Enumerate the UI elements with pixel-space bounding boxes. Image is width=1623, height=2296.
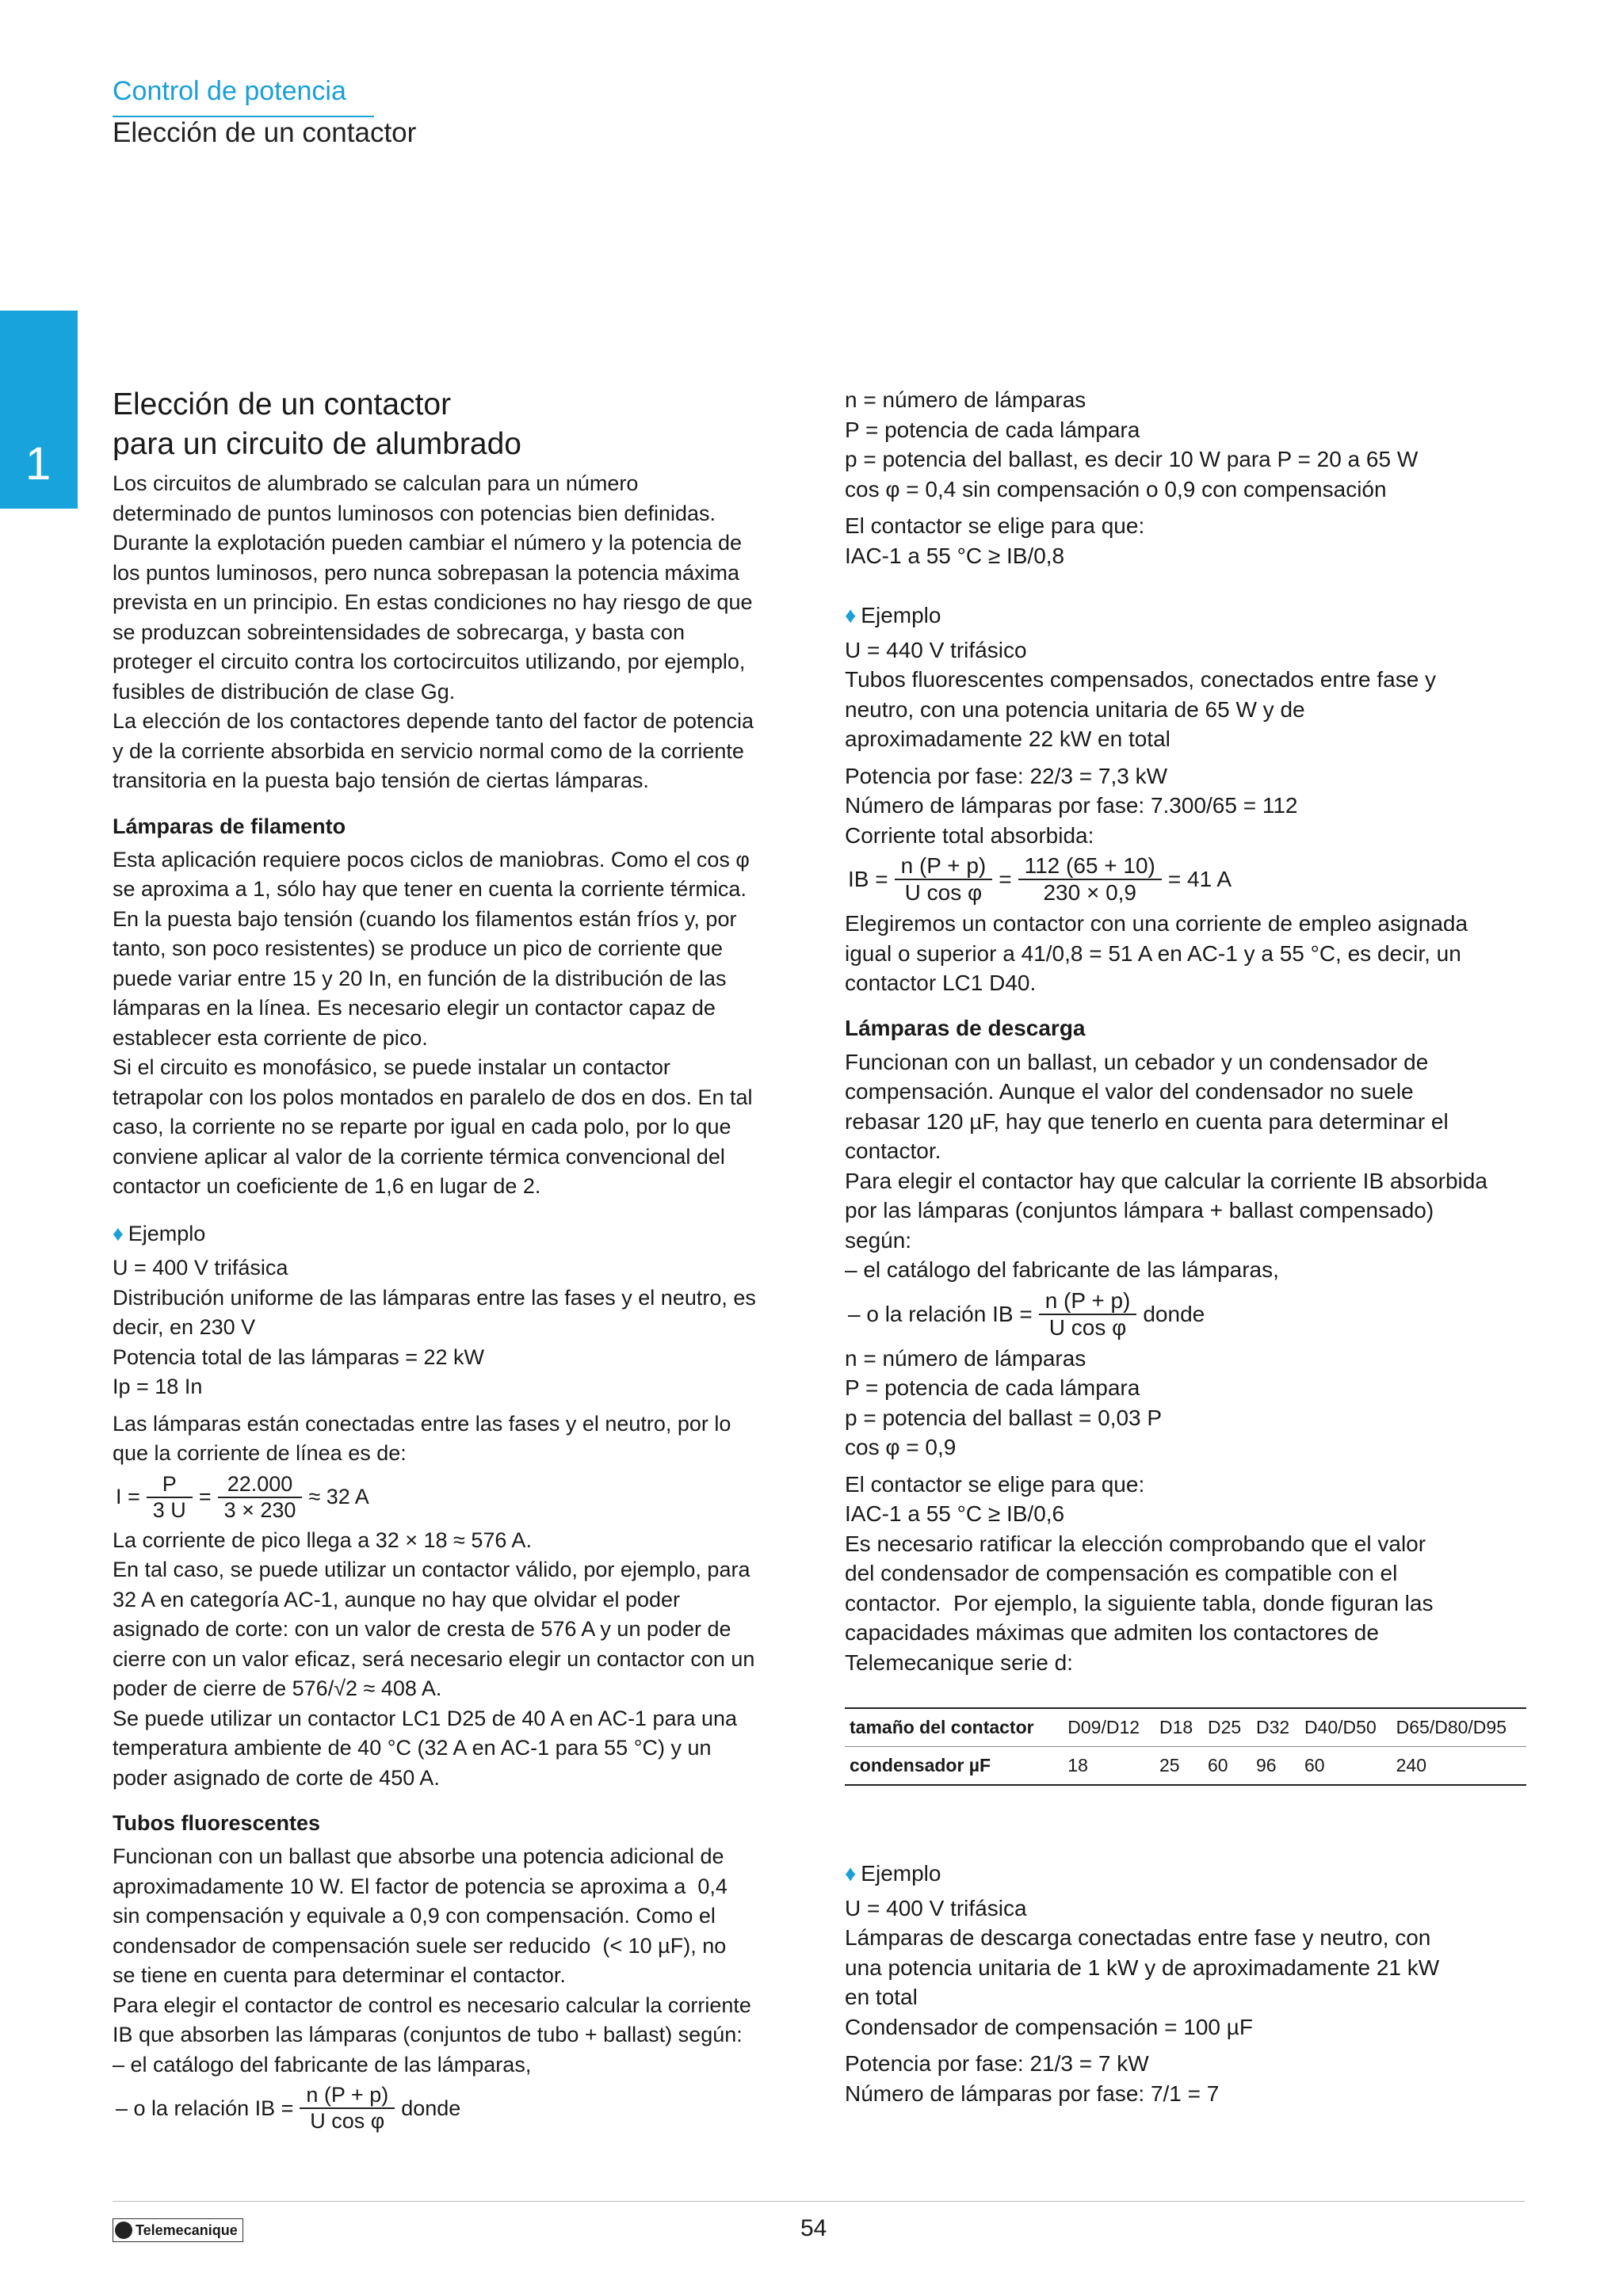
table-cell: D09/D12 [1063,1708,1155,1747]
table-row-label: condensador µF [845,1747,1063,1786]
example-3-data: U = 400 V trifásica Lámparas de descarga conectadas entre fase y neutro, con una potencia unitaria de 1 kW y de aproximadamente 21 kW en total Condensador de compensación = 100 µF [845,1895,1440,2039]
example-label: Ejemplo [861,603,941,627]
fraction-ib-values [1018,853,1162,906]
choice-rule-1: El contactor se elige para que: IAC-1 a 55 °C ≥ IB/0,8 [845,513,1145,568]
table-row-label: tamaño del contactor [845,1708,1063,1747]
table-row [845,1708,1526,1747]
tubes-heading: Tubos fluorescentes [113,1811,321,1835]
formula-line-ib-discharge [845,1288,1534,1341]
equals-sign: = [999,867,1012,891]
table-cell: D65/D80/D95 [1392,1708,1526,1747]
table-cell: 96 [1251,1747,1300,1786]
footer-rule [113,2201,1525,2202]
formula-line-ib-tubes [113,2083,794,2134]
fraction-ib [300,2083,395,2134]
table-cell: 240 [1392,1747,1526,1786]
example-1-data: U = 400 V trifásica Distribución uniforme de las lámparas entre las fases y el neutro, es decir, en 230 V Potencia total de las lámparas = 22 kW Ip = 18 In [113,1256,756,1398]
chapter-tab [0,311,78,509]
fraction-22000 [218,1472,303,1523]
logo-mark-icon [115,2222,132,2239]
formula-tail: donde [1143,1301,1205,1326]
tubes-paragraph: Funcionan con un ballast que absorbe una potencia adicional de aproximadamente 10 W. El factor de potencia se aproxima a 0,4 sin compensación y equivale a 0,9 con compensación. Como el condensador de compensación suele ser reducido (< 10 µF), no se tiene en cuenta para determinar el contactor. Para elegir el contactor de control es necesario calcular la corriente IB que absorben las lámparas (conjuntos de tubo + ballast) según: – el catálogo del fabricante de las lámparas, [113,1844,751,2077]
example-label: Ejemplo [128,1221,206,1245]
equals-sign: = [198,1485,212,1508]
formula-lhs: I = [116,1485,140,1508]
table-cell: 18 [1063,1747,1155,1786]
section-title: Control de potencia [113,76,346,106]
denominator: 230 × 0,9 [1043,880,1137,905]
fraction-ib-general [895,853,993,906]
telemecanique-logo [113,2218,243,2242]
denominator: 3 × 230 [223,1497,296,1522]
formula-result: ≈ 32 A [308,1485,369,1508]
numerator: 112 (65 + 10) [1018,853,1162,880]
diamond-bullet-icon: ♦ [845,603,857,627]
table-cell: D18 [1155,1708,1203,1747]
numerator: n (P + p) [895,853,993,880]
formula-line-current [113,1472,794,1523]
definitions-2: n = número de lámparas P = potencia de cada lámpara p = potencia del ballast = 0,03 P cos φ = 0,9 [845,1345,1163,1459]
table-cell: 60 [1300,1747,1392,1786]
formula-result: = 41 A [1167,867,1232,891]
choice-rule-2: El contactor se elige para que: IAC-1 a 55 °C ≥ IB/0,6 Es necesario ratificar la elección comprobando que el valor del condensador de compensación es compatible con el contactor. Por ejemplo, la siguiente tabla, donde figuran las capacidades máximas que admiten los contactores de Telemecanique serie d: [845,1471,1434,1675]
numerator: 22.000 [218,1472,303,1498]
page-subtitle: Elección de un contactor [113,117,417,148]
example-3-label [845,1859,1534,1889]
right-column [845,385,1534,2108]
left-column [113,385,794,2137]
capacitor-table [845,1707,1526,1786]
denominator: U cos φ [904,880,983,905]
example-1-label [113,1219,794,1249]
fraction-p-3u [147,1472,193,1523]
filament-paragraph: Esta aplicación requiere pocos ciclos de maniobras. Como el cos φ se aproxima a 1, sólo hay que tener en cuenta la corriente térmica. En la puesta bajo tensión (cuando los filamentos están fríos y, por tanto, son poco resistentes) se produce un pico de corriente que puede variar entre 15 y 20 In, en función de la distribución de las lámparas en la línea. Es necesario elegir un contactor capaz de establecer esta corriente de pico. Si el circuito es monofásico, se puede instalar un contactor tetrapolar con los polos montados en paralelo de dos en dos. En tal caso, la corriente no se reparte por igual en cada polo, por lo que conviene aplicar al valor de la corriente térmica convencional del contactor un coeficiente de 1,6 en lugar de 2. [113,847,753,1198]
chapter-number: 1 [25,438,52,490]
filament-heading: Lámparas de filamento [113,814,346,838]
logo-text: Telemecanique [136,2222,238,2238]
example-1-text: Las lámparas están conectadas entre las fases y el neutro, por lo que la corriente de línea es de: [113,1411,731,1465]
formula-lhs: IB = [848,867,888,891]
example-2-calc: Potencia por fase: 22/3 = 7,3 kW Número de lámparas por fase: 7.300/65 = 112 Corriente total absorbida: [845,763,1298,848]
title-line-1: Elección de un contactor [113,387,452,421]
numerator: n (P + p) [1039,1288,1137,1315]
intro-paragraph: Los circuitos de alumbrado se calculan para un número determinado de puntos luminosos con potencias bien definidas. Durante la explotación pueden cambiar el número y la potencia de los puntos luminosos, pero nunca sobrepasan la potencia máxima prevista en un principio. En estas condiciones no hay riesgo de que se produzcan sobreintensidades de sobrecarga, y basta con proteger el circuito contra los cortocircuitos utilizando, por ejemplo, fusibles de distribución de clase Gg. La elección de los contactores depende tanto del factor de potencia y de la corriente absorbida en servicio normal como de la corriente transitoria en la puesta bajo tensión de ciertas lámparas. [113,471,754,792]
table-cell: D40/D50 [1300,1708,1392,1747]
formula-lhs: – o la relación IB = [116,2096,294,2120]
example-2-label [845,601,1534,631]
numerator: n (P + p) [300,2083,395,2109]
denominator: U cos φ [310,2109,385,2133]
denominator: 3 U [152,1497,186,1522]
formula-lhs: – o la relación IB = [848,1301,1033,1326]
fraction-ib [1039,1288,1137,1341]
discharge-paragraph: Funcionan con un ballast, un cebador y un condensador de compensación. Aunque el valor del condensador no suele rebasar 120 µF, hay que tenerlo en cuenta para determinar el contactor. Para elegir el contactor hay que calcular la corriente IB absorbida por las lámparas (conjuntos lámpara + ballast compensado) según: – el catálogo del fabricante de las lámparas, [845,1049,1487,1282]
example-2-conclusion: Elegiremos un contactor con una corriente de empleo asignada igual o superior a 41/0,8 = 51 A en AC-1 y a 55 °C, es decir, un contactor LC1 D40. [845,911,1468,995]
table-cell: D25 [1203,1708,1251,1747]
discharge-heading: Lámparas de descarga [845,1015,1086,1040]
title-line-2: para un circuito de alumbrado [113,427,521,461]
formula-tail: donde [401,2096,461,2120]
numerator: P [147,1472,193,1498]
formula-line-ib-example [845,853,1534,906]
article-title [113,385,794,464]
diamond-bullet-icon: ♦ [845,1861,857,1886]
example-2-data: U = 440 V trifásico Tubos fluorescentes compensados, conectados entre fase y neutro, con una potencia unitaria de 65 W y de aproximadamente 22 kW en total [845,637,1437,751]
table-row [845,1747,1526,1786]
page-number: 54 [800,2215,827,2241]
diamond-bullet-icon: ♦ [113,1221,124,1245]
table-cell: 60 [1203,1747,1251,1786]
table-cell: D32 [1251,1708,1300,1747]
table-cell: 25 [1155,1747,1203,1786]
example-label: Ejemplo [861,1861,941,1886]
example-3-calc: Potencia por fase: 21/3 = 7 kW Número de lámparas por fase: 7/1 = 7 [845,2051,1220,2106]
definitions-1: n = número de lámparas P = potencia de cada lámpara p = potencia del ballast, es decir 10 W para P = 20 a 65 W cos φ = 0,4 sin compensación o 0,9 con compensación [845,387,1419,502]
example-1-conclusion: La corriente de pico llega a 32 × 18 ≈ 576 A. En tal caso, se puede utilizar un contactor válido, por ejemplo, para 32 A en categoría AC-1, aunque no hay que olvidar el poder asignado de corte: con un valor de cresta de 576 A y un poder de cierre con un valor eficaz, será necesario elegir un contactor con un poder de cierre de 576/√2 ≈ 408 A. Se puede utilizar un contactor LC1 D25 de 40 A en AC-1 para una temperatura ambiente de 40 °C (32 A en AC-1 para 55 °C) y un poder asignado de corte de 450 A. [113,1527,755,1790]
denominator: U cos φ [1048,1314,1127,1340]
